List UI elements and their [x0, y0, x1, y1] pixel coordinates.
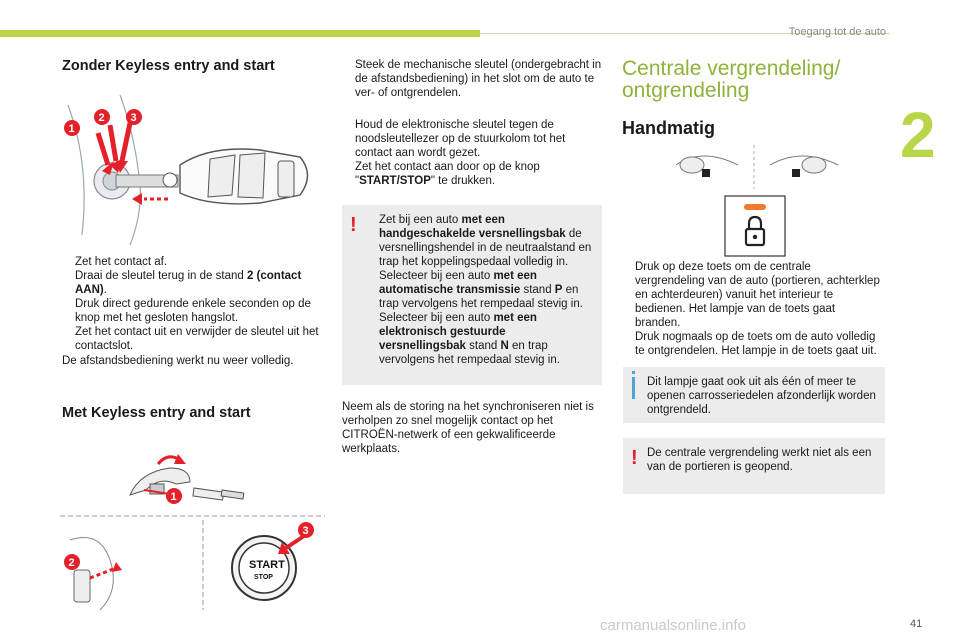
badge-3: 3: [130, 112, 137, 124]
warning-icon: !: [631, 447, 638, 469]
list-item: Druk op deze toets om de centrale vergrendeling van de auto (portieren, achterklep en achterdeuren) vanuit het interieur te bedienen. Het lampje van de toets gaat branden.: [635, 261, 880, 330]
list-item: Selecteer bij een auto met een elektronisch gestuurde versnellingsbak stand N en trap vervolgens het rempedaal stevig in.: [379, 312, 560, 367]
without-keyless-steps: [62, 255, 324, 353]
lamp-indicator: [744, 204, 766, 210]
warning-note-door-open: ! De centrale vergrendeling werkt niet als een van de portieren is geopend.: [623, 438, 885, 494]
stop-label: STOP: [254, 574, 273, 581]
watermark: carmanualsonline.info: [600, 617, 746, 634]
heading-with-keyless: Met Keyless entry and start: [62, 405, 251, 421]
central-locking-steps: [622, 260, 880, 358]
list-item: Zet het contact af.: [75, 256, 168, 268]
lock-button-illustration: [724, 195, 786, 257]
page-number: 41: [910, 618, 923, 630]
badge-1: 1: [68, 123, 75, 135]
keyless-start-steps: [342, 118, 602, 188]
header-accent-bar: [0, 30, 480, 37]
list-item: Draai de sleutel terug in de stand 2 (contact AAN).: [75, 270, 302, 297]
info-note-lamp: Dit lampje gaat ook uit als één of meer te openen carrosseriedelen afzonderlijk worden ontgrendeld.: [623, 367, 885, 423]
list-item: Zet het contact aan door op de knop "START/STOP" te drukken.: [355, 161, 540, 188]
list-item: Steek de mechanische sleutel (ondergebracht in de afstandsbediening) in het slot om de auto te ver- of ontgrendelen.: [355, 59, 602, 100]
warning-note-gearbox: [342, 205, 602, 385]
badge-2: 2: [98, 112, 105, 124]
badge-2: 2: [68, 557, 75, 569]
list-item: Zet bij een auto met een handgeschakelde versnellingsbak de versnellingshendel in de neutraalstand en trap het koppelingspedaal volledig in.: [379, 214, 592, 269]
keyless-start-illustration: [60, 450, 330, 610]
remote-works-paragraph: De afstandsbediening werkt nu weer volledig.: [62, 355, 294, 367]
list-item: Zet het contact uit en verwijder de sleutel uit het contactslot.: [75, 326, 319, 353]
warning-icon: !: [350, 214, 357, 236]
mechanical-key-step: [342, 58, 602, 100]
badge-1: 1: [170, 491, 177, 503]
network-contact-paragraph: Neem als de storing na het synchroniseren niet is verholpen zo snel mogelijk contact op het CITROËN-netwerk of een gekwalificeerde werkplaats.: [342, 401, 594, 456]
key-ignition-illustration: [60, 95, 320, 245]
start-label: START: [249, 559, 285, 571]
list-item: Houd de elektronische sleutel tegen de noodsleutellezer op de stuurkolom tot het contact aan wordt gezet.: [355, 119, 566, 160]
info-icon: [632, 377, 635, 399]
chapter-number: 2: [900, 99, 936, 171]
dashboard-button-location-illustration: [672, 145, 842, 189]
heading-without-keyless: Zonder Keyless entry and start: [62, 58, 275, 74]
list-item: Selecteer bij een auto met een automatische transmissie stand P en trap vervolgens het rempedaal stevig in.: [379, 270, 583, 311]
badge-3: 3: [302, 525, 309, 537]
heading-central-locking: Centrale vergrendeling/ ontgrendeling: [622, 57, 841, 103]
subheading-manual: Handmatig: [622, 118, 716, 138]
list-item: Druk nogmaals op de toets om de auto volledig te ontgrendelen. Het lampje in de toets gaat uit.: [635, 331, 877, 358]
list-item: Druk direct gedurende enkele seconden op de knop met het gesloten hangslot.: [75, 298, 311, 325]
section-title: Toegang tot de auto: [788, 26, 886, 38]
